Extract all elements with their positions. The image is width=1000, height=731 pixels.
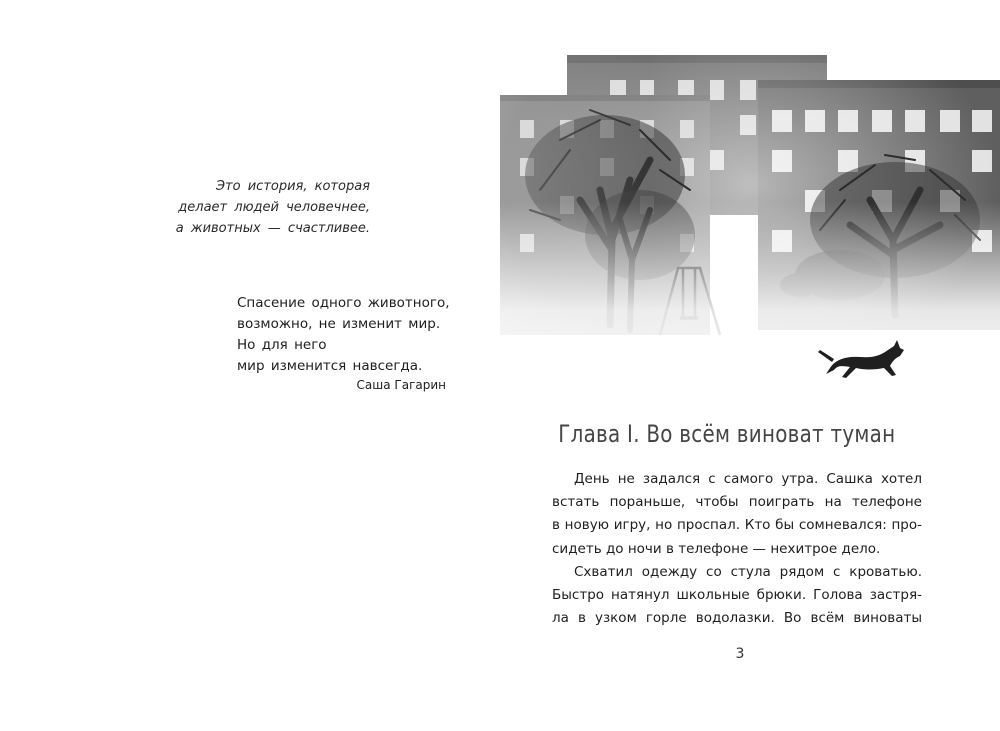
body-line: ла в узком горле водолазки. Во всём виноваты <box>552 610 922 627</box>
body-line: Быстро натянул школьные брюки. Голова застря- <box>552 586 922 603</box>
quote <box>237 293 467 377</box>
epigraph <box>120 176 370 239</box>
epigraph-line: Это история, которая <box>215 179 370 194</box>
right-page <box>500 0 1000 731</box>
body-line: День не задался с самого утра. Сашка хотел <box>574 471 922 487</box>
chapter-title: Глава I. Во всём виноват туман <box>558 420 896 448</box>
page-number: 3 <box>735 646 745 662</box>
quote-line: мир изменится навсегда. <box>237 358 423 374</box>
quote-line: возможно, не изменит мир. <box>237 316 441 332</box>
body-line: в новую игру, но проспал. Кто бы сомневался: про- <box>552 517 922 534</box>
epigraph-line: делает людей человечнее, <box>178 200 370 215</box>
body-line: Схватил одежду со стула рядом с кроватью. <box>574 563 922 580</box>
quote-line: Спасение одного животного, <box>237 295 450 311</box>
epigraph-line: а животных — счастливее. <box>175 221 370 236</box>
body-text <box>552 468 922 630</box>
quote-author: Саша Гагарин <box>356 378 446 392</box>
body-line: встать пораньше, чтобы поиграть на телефоне <box>552 494 922 511</box>
body-line: сидеть до ночи в телефоне — нехитрое дело. <box>552 540 881 557</box>
chapter-illustration <box>500 40 1000 400</box>
quote-line: Но для него <box>237 337 327 353</box>
